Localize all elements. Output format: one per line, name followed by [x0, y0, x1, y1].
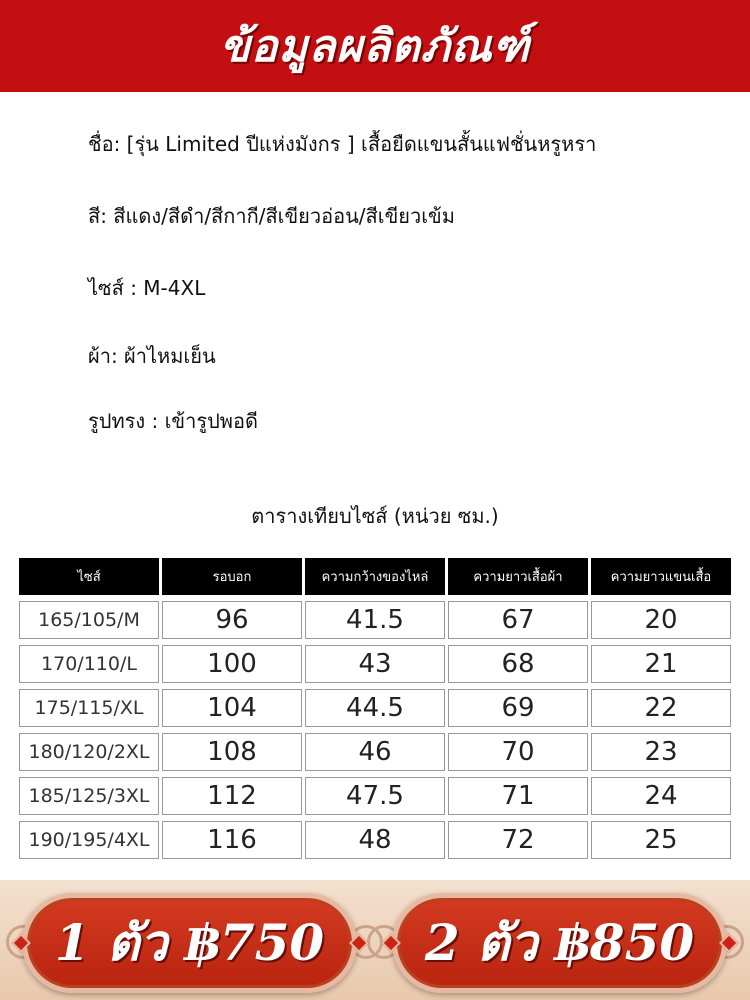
- header-banner: [0, 0, 750, 92]
- table-cell: 44.5: [305, 689, 445, 727]
- column-header: ความกว้างของไหล่: [305, 558, 445, 595]
- table-cell: 41.5: [305, 601, 445, 639]
- table-row: [19, 821, 731, 859]
- table-row: [19, 733, 731, 771]
- table-cell: 175/115/XL: [19, 689, 159, 727]
- column-header: ไซส์: [19, 558, 159, 595]
- product-name: ชื่อ: [รุ่น Limited ปีแห่งมังกร ] เสื้อยืดแขนสั้นแฟชั่นหรูหรา: [88, 132, 597, 156]
- table-cell: 68: [448, 645, 588, 683]
- table-cell: 67: [448, 601, 588, 639]
- table-cell: 69: [448, 689, 588, 727]
- page-title: ข้อมูลผลิตภัณฑ์: [219, 21, 531, 72]
- table-cell: 25: [591, 821, 731, 859]
- table-cell: 22: [591, 689, 731, 727]
- table-row: [19, 601, 731, 639]
- column-header: รอบอก: [162, 558, 302, 595]
- table-cell: 185/125/3XL: [19, 777, 159, 815]
- column-header: ความยาวเสื้อผ้า: [448, 558, 588, 595]
- offer-one-label: 1 ตัว ฿750: [54, 912, 325, 972]
- offer-one-button[interactable]: [22, 893, 357, 993]
- table-cell: 48: [305, 821, 445, 859]
- table-cell: 46: [305, 733, 445, 771]
- table-cell: 170/110/L: [19, 645, 159, 683]
- table-cell: 70: [448, 733, 588, 771]
- table-cell: 71: [448, 777, 588, 815]
- table-cell: 20: [591, 601, 731, 639]
- table-cell: 165/105/M: [19, 601, 159, 639]
- table-row: [19, 777, 731, 815]
- product-fabric: ผ้า: ผ้าไหมเย็น: [88, 344, 216, 368]
- table-cell: 104: [162, 689, 302, 727]
- product-sizes: ไซส์ : M-4XL: [88, 276, 206, 300]
- table-cell: 116: [162, 821, 302, 859]
- table-cell: 112: [162, 777, 302, 815]
- size-chart-table: [16, 552, 734, 865]
- table-cell: 21: [591, 645, 731, 683]
- table-cell: 47.5: [305, 777, 445, 815]
- column-header: ความยาวแขนเสื้อ: [591, 558, 731, 595]
- table-cell: 72: [448, 821, 588, 859]
- offer-two-button[interactable]: [392, 893, 727, 993]
- table-row: [19, 689, 731, 727]
- table-cell: 108: [162, 733, 302, 771]
- product-fit: รูปทรง : เข้ารูปพอดี: [88, 409, 258, 433]
- table-header-row: [19, 558, 731, 595]
- table-cell: 96: [162, 601, 302, 639]
- table-cell: 190/195/4XL: [19, 821, 159, 859]
- table-row: [19, 645, 731, 683]
- offer-two-label: 2 ตัว ฿850: [424, 912, 695, 972]
- table-cell: 24: [591, 777, 731, 815]
- table-cell: 23: [591, 733, 731, 771]
- table-cell: 180/120/2XL: [19, 733, 159, 771]
- size-chart-title: ตารางเทียบไซส์ (หน่วย ซม.): [251, 504, 499, 528]
- product-colors: สี: สีแดง/สีดำ/สีกากี/สีเขียวอ่อน/สีเขียวเข้ม: [88, 204, 455, 228]
- table-cell: 43: [305, 645, 445, 683]
- table-cell: 100: [162, 645, 302, 683]
